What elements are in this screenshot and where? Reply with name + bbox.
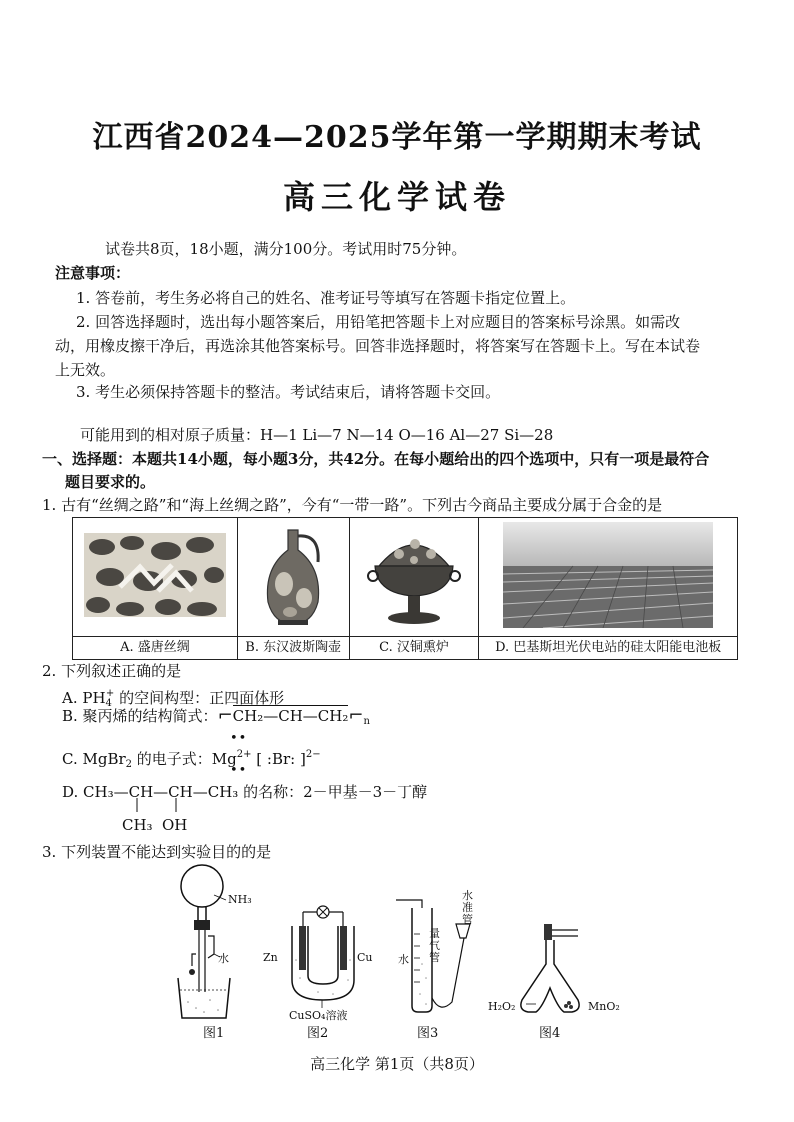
q2-b-formula: CH₂—CH—CH₂ bbox=[232, 707, 349, 725]
fig3-leveling-tube-label: 水准管 bbox=[462, 889, 473, 926]
q2-b-n: n bbox=[363, 716, 370, 727]
q1-option-a: A. 盛唐丝绸 bbox=[73, 637, 238, 660]
bronze-censer-icon bbox=[359, 520, 469, 630]
notice-item: 上无效。 bbox=[55, 361, 116, 379]
fig2-u-tube-cell bbox=[278, 900, 368, 1010]
silk-image-cell bbox=[73, 518, 238, 637]
q2-d-branch-ch3: CH₃ bbox=[122, 816, 153, 834]
q2-c-mid: 的电子式：Mg bbox=[136, 750, 237, 768]
fig2-caption: 图2 bbox=[307, 1026, 329, 1041]
fig4-mno2-label: MnO₂ bbox=[588, 1000, 620, 1013]
exam-subtitle: 高三化学试卷 bbox=[282, 178, 511, 216]
fig1-fountain-apparatus bbox=[170, 862, 250, 1022]
q3-stem: 3. 下列装置不能达到实验目的的是 bbox=[42, 843, 272, 861]
notice-item: 1. 答卷前，考生务必将自己的姓名、准考证号等填写在答题卡指定位置上。 bbox=[76, 289, 576, 307]
fig4-h2o2-label: H₂O₂ bbox=[488, 1000, 516, 1013]
q2-c-br-charge: 2− bbox=[305, 749, 321, 760]
fig3-measuring-tube-label: 量气管 bbox=[429, 927, 440, 964]
fig4-y-tube bbox=[506, 920, 596, 1020]
solar-panel-field-icon bbox=[503, 522, 713, 628]
q2-c-sub: 2 bbox=[125, 759, 133, 770]
fig3-water-label: 水 bbox=[398, 953, 409, 966]
section-heading-cont: 题目要求的。 bbox=[65, 473, 156, 491]
q2-d-name: 的名称：2－甲基－3－丁醇 bbox=[243, 783, 428, 801]
pottery-ewer-icon bbox=[248, 520, 338, 630]
branch-bonds-icon bbox=[120, 798, 190, 812]
section-heading: 一、选择题：本题共14小题，每小题3分，共42分。在每小题给出的四个选项中，只有一项是最符合 bbox=[42, 450, 710, 468]
notice-item: 动，用橡皮擦干净后，再选涂其他答案标号。回答非选择题时，将答案写在答题卡上。写在本试卷 bbox=[55, 337, 701, 355]
q2-option-c bbox=[62, 744, 321, 776]
q1-goods-table bbox=[72, 517, 738, 660]
silk-fabric-icon bbox=[80, 525, 230, 625]
page-footer: 高三化学 第1页（共8页） bbox=[310, 1055, 484, 1073]
notice-item: 2. 回答选择题时，选出每小题答案后，用铅笔把答题卡上对应题目的答案标号涂黑。如需改 bbox=[76, 313, 681, 331]
q2-c-prefix: C. MgBr bbox=[62, 750, 126, 768]
q2-a-sup: + bbox=[105, 688, 115, 699]
fig3-caption: 图3 bbox=[417, 1026, 439, 1041]
polymer-bracket-icon: ⌐ bbox=[348, 705, 364, 726]
fig2-cu-label: Cu bbox=[357, 951, 373, 964]
q2-a-sub: 4 bbox=[105, 698, 112, 709]
notice-heading: 注意事项： bbox=[55, 264, 131, 282]
fig4-caption: 图4 bbox=[539, 1026, 561, 1041]
solar-image-cell bbox=[479, 518, 738, 637]
notice-item: 3. 考生必须保持答题卡的整洁。考试结束后，请将答题卡交回。 bbox=[76, 383, 501, 401]
pottery-image-cell bbox=[237, 518, 349, 637]
q2-d-chain: D. CH₃—CH—CH—CH₃ bbox=[62, 783, 239, 801]
q2-a-prefix: A. PH bbox=[62, 689, 106, 707]
fig1-gas-label: NH₃ bbox=[228, 893, 252, 906]
q2-d-branch-oh: OH bbox=[162, 816, 188, 834]
q1-option-b: B. 东汉波斯陶壶 bbox=[237, 637, 349, 660]
censer-image-cell bbox=[349, 518, 479, 637]
q1-stem: 1. 古有“丝绸之路”和“海上丝绸之路”，今有“一带一路”。下列古今商品主要成分属于合金的是 bbox=[42, 496, 663, 514]
electron-dots-bottom: •• bbox=[230, 763, 248, 778]
exam-title: 江西省2024—2025学年第一学期期末考试 bbox=[92, 120, 702, 155]
atomic-masses: 可能用到的相对原子质量：H—1 Li—7 N—14 O—16 Al—27 Si—28 bbox=[80, 426, 554, 444]
fig1-water-label: 水 bbox=[218, 952, 229, 965]
q2-a-suffix: 的空间构型：正四面体形 bbox=[119, 689, 285, 707]
q2-c-bracket: [ :Br: ] bbox=[256, 750, 306, 768]
q2-c-mg-charge: 2+ bbox=[236, 749, 252, 760]
fig2-zn-label: Zn bbox=[263, 951, 278, 964]
q2-option-d bbox=[62, 781, 427, 803]
fig1-caption: 图1 bbox=[203, 1026, 225, 1041]
fig2-solution-label: CuSO₄溶液 bbox=[289, 1009, 348, 1022]
q1-option-d: D. 巴基斯坦光伏电站的硅太阳能电池板 bbox=[479, 637, 738, 660]
electron-dots-top: •• bbox=[230, 731, 248, 746]
exam-intro: 试卷共8页，18小题，满分100分。考试用时75分钟。 bbox=[105, 240, 467, 258]
polymer-bracket-icon: ⌐ bbox=[217, 705, 233, 726]
q2-option-b bbox=[62, 705, 370, 733]
q2-b-prefix: B. 聚丙烯的结构简式： bbox=[62, 707, 218, 725]
q1-option-c: C. 汉铜熏炉 bbox=[349, 637, 479, 660]
q2-stem: 2. 下列叙述正确的是 bbox=[42, 662, 182, 680]
